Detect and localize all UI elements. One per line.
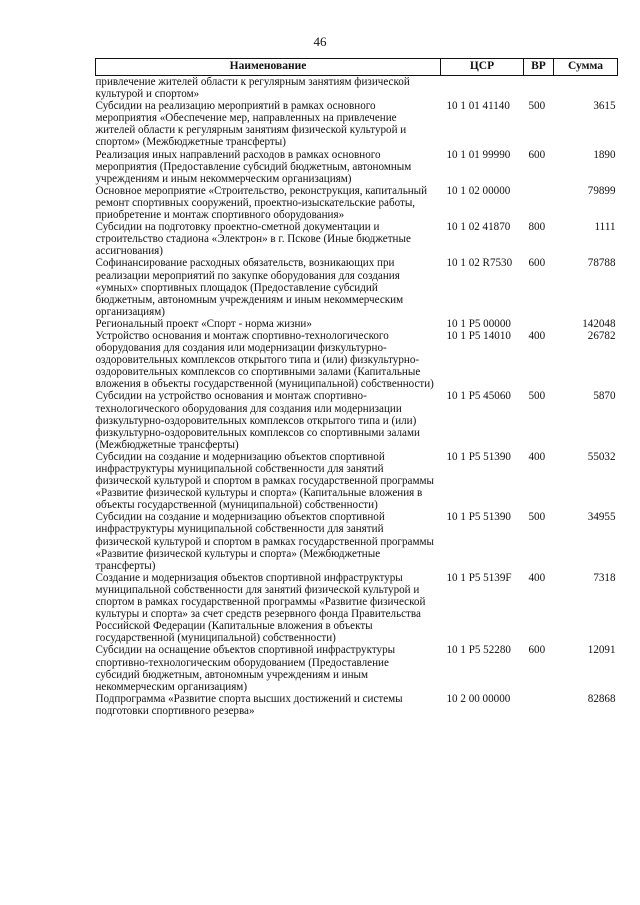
row-name-cell: Субсидии на создание и модернизацию объектов спортивной инфраструктуры муниципальной собственности для занятий физической культурой и спортом в рамках государственной программы «Развитие физической культуры и спорта» (Межбюджетные трансферты)	[95, 511, 434, 572]
table-row	[96, 451, 618, 511]
row-csr-cell: 10 2 00 00000	[446, 692, 511, 705]
table-row	[96, 318, 618, 330]
row-sum-cell: 12091	[587, 644, 616, 657]
row-name-cell: Софинансирование расходных обязательств, возникающих при реализации мероприятий по закупке оборудования для создания «умных» спортивных площадок (Предоставление субсидий бюджетным, автономным учреждениям и иным некоммерческим организациям)	[95, 257, 404, 318]
row-name-cell: Субсидии на реализацию мероприятий в рамках основного мероприятия «Обеспечение мер, направленных на привлечение жителей области к регулярным занятиям физической культурой и спортом» (Межбюджетные трансферты)	[95, 100, 407, 149]
row-sum-cell: 142048	[582, 317, 616, 330]
table-row	[96, 185, 618, 221]
row-csr-cell: 10 1 01 99990	[446, 148, 511, 161]
row-vr-cell: 600	[528, 257, 546, 270]
row-csr-cell: 10 1 P5 5139F	[446, 571, 512, 584]
row-vr-cell: 600	[528, 644, 546, 657]
row-name-cell: Субсидии на подготовку проектно-сметной документации и строительство стадиона «Электрон» в г. Пскове (Иные бюджетные ассигнования)	[95, 221, 411, 258]
table-row	[96, 644, 618, 692]
header-vr: ВР	[524, 59, 554, 76]
row-name-cell: Субсидии на оснащение объектов спортивной инфраструктуры спортивно-технологическим оборудованием (Предоставление субсидий бюджетным, автономным учреждениям и иным некоммерческим организациям)	[95, 644, 396, 693]
row-sum-cell: 1890	[593, 148, 616, 161]
row-vr-cell: 400	[528, 329, 546, 342]
row-sum-cell	[554, 76, 618, 101]
table-row	[96, 572, 618, 645]
row-csr-cell: 10 1 02 41870	[446, 221, 511, 234]
row-sum-cell: 55032	[587, 450, 616, 463]
row-name-cell: Региональный проект «Спорт - норма жизни»	[95, 317, 312, 330]
row-name-cell: Реализация иных направлений расходов в рамках основного мероприятия (Предоставление субсидий бюджетным, автономным учреждениям и иным некоммерческим организациям)	[95, 148, 412, 185]
row-sum-cell: 3615	[593, 100, 616, 113]
row-vr-cell	[524, 185, 554, 221]
row-csr-cell: 10 1 01 41140	[446, 100, 510, 113]
row-csr-cell: 10 1 02 R7530	[446, 257, 513, 270]
row-csr-cell: 10 1 P5 51390	[446, 450, 511, 463]
row-name-cell: Создание и модернизация объектов спортивной инфраструктуры муниципальной собственности для занятий физической культурой и спортом в рамках государственной программы «Развитие физической культуры и спорта» за счет средств резервного фонда Правительства Российской Федерации (Капитальные вложения в объекты государственной (муниципальной) собственности)	[95, 571, 426, 645]
row-vr-cell	[524, 76, 554, 101]
row-vr-cell: 600	[528, 148, 546, 161]
row-vr-cell: 500	[528, 390, 546, 403]
row-name-cell: Субсидии на устройство основания и монтаж спортивно-технологического оборудования для создания или модернизации физкультурно-оздоровительных комплексов открытого типа и (или) физкультурно-оздоровительных комплексов со спортивными залами (Межбюджетные трансферты)	[95, 390, 420, 451]
row-vr-cell: 500	[528, 511, 546, 524]
row-csr-cell: 10 1 P5 51390	[446, 511, 511, 524]
row-csr-cell: 10 1 02 00000	[446, 184, 511, 197]
row-csr-cell: 10 1 P5 52280	[446, 644, 511, 657]
header-name: Наименование	[96, 59, 441, 76]
row-sum-cell: 78788	[587, 257, 616, 270]
table-header-row	[96, 59, 618, 76]
budget-table	[95, 58, 618, 717]
row-csr-cell: 10 1 P5 00000	[446, 317, 511, 330]
page-number: 46	[313, 34, 327, 49]
table-row	[96, 330, 618, 390]
row-vr-cell	[524, 318, 554, 330]
row-sum-cell: 34955	[587, 511, 616, 524]
row-name-cell: Устройство основания и монтаж спортивно-технологического оборудования для создания или модернизации физкультурно-оздоровительных комплексов открытого типа и (или) физкультурно-оздоровительных комплексов со спортивными залами (Капитальные вложения в объекты государственной (муниципальной) собственности)	[95, 329, 434, 391]
table-row	[96, 511, 618, 571]
row-name-cell: привлечение жителей области к регулярным занятиям физической культурой и спортом»	[95, 76, 410, 101]
row-name-cell: Основное мероприятие «Строительство, реконструкция, капитальный ремонт спортивных сооружений, проектно-изыскательские работы, приобретение и монтаж спортивного оборудования»	[95, 184, 428, 222]
row-sum-cell: 7318	[593, 571, 616, 584]
table-row	[96, 221, 618, 257]
row-sum-cell: 79899	[587, 184, 616, 197]
header-csr: ЦСР	[441, 59, 524, 76]
row-vr-cell: 800	[528, 221, 546, 234]
row-vr-cell: 400	[528, 571, 546, 584]
table-row	[96, 390, 618, 450]
table-row	[96, 100, 618, 148]
row-csr-cell: 10 1 P5 45060	[446, 390, 511, 403]
row-name-cell: Подпрограмма «Развитие спорта высших достижений и системы подготовки спортивного резерва»	[95, 692, 403, 717]
row-sum-cell: 26782	[587, 329, 616, 342]
table-row	[96, 149, 618, 185]
row-vr-cell	[524, 693, 554, 717]
row-sum-cell: 82868	[587, 692, 616, 705]
table-row	[96, 76, 618, 101]
row-csr-cell: 10 1 P5 14010	[446, 329, 511, 342]
row-vr-cell: 500	[528, 100, 546, 113]
row-vr-cell: 400	[528, 450, 546, 463]
header-sum: Сумма	[554, 59, 618, 76]
table-body	[96, 76, 618, 717]
table-row	[96, 257, 618, 317]
row-name-cell: Субсидии на создание и модернизацию объектов спортивной инфраструктуры муниципальной собственности для занятий физической культурой и спортом в рамках государственной программы «Развитие физической культуры и спорта» (Капитальные вложения в объекты государственной (муниципальной) собственности)	[95, 450, 434, 512]
row-sum-cell: 1111	[594, 221, 616, 234]
row-csr-cell	[441, 76, 524, 101]
table-row	[96, 693, 618, 717]
row-sum-cell: 5870	[593, 390, 616, 403]
